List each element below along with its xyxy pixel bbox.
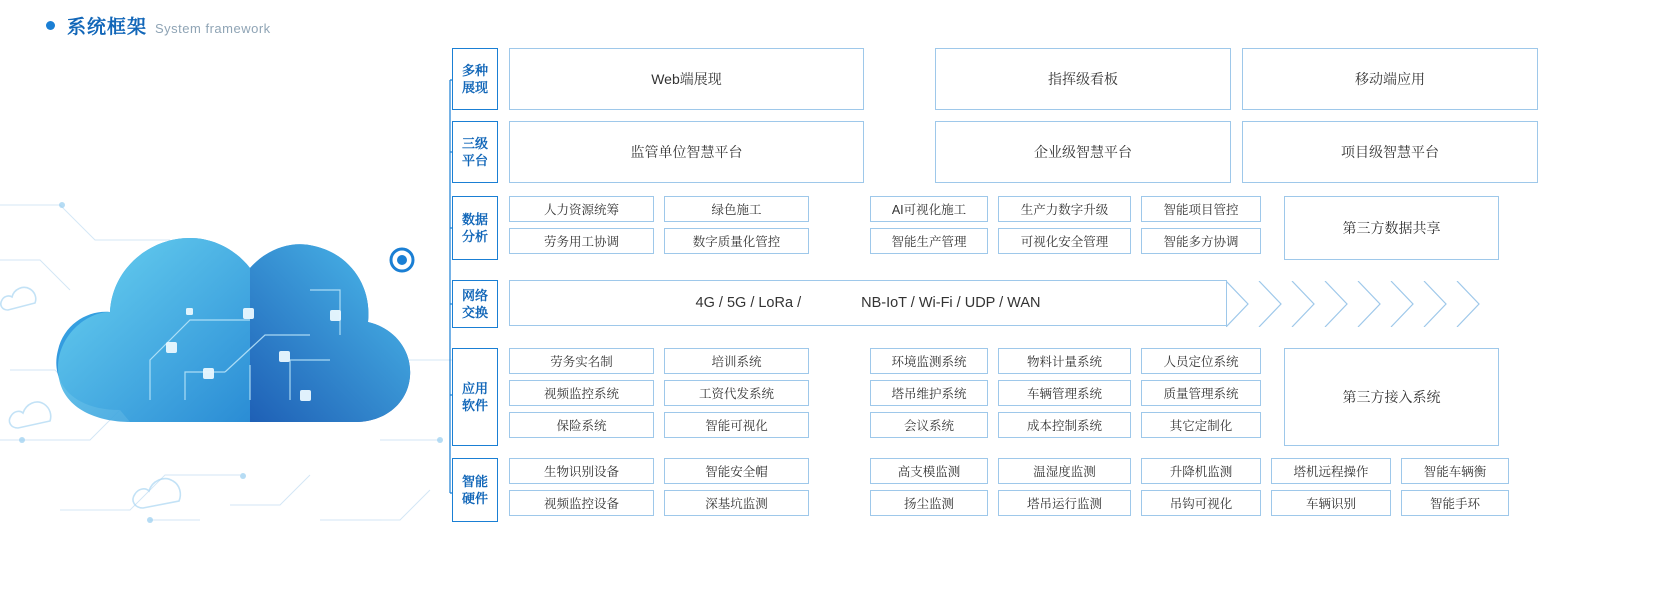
row-network [452, 280, 1227, 328]
cell-third-party-access-system[interactable]: 第三方接入系统 [1284, 348, 1499, 446]
cell-labor-realname[interactable]: 劳务实名制 [509, 348, 654, 374]
row-data-analysis [452, 196, 1499, 260]
cell-video-monitor-device[interactable]: 视频监控设备 [509, 490, 654, 516]
cell-mobile-app[interactable]: 移动端应用 [1242, 48, 1538, 110]
cell-productivity-upgrade[interactable]: 生产力数字升级 [998, 196, 1131, 222]
group-data-left [509, 196, 809, 260]
row-presentation [452, 48, 1538, 110]
group-app-right [870, 348, 1261, 446]
cell-network-exchange[interactable] [509, 280, 1227, 326]
network-text-1: 4G / 5G / LoRa / [695, 295, 802, 311]
cell-vehicle-recognition[interactable]: 车辆识别 [1271, 490, 1391, 516]
row-application-software [452, 348, 1499, 446]
cell-env-monitor-system[interactable]: 环境监测系统 [870, 348, 988, 374]
row-smart-hardware [452, 458, 1509, 522]
chevron-arrows-icon [1226, 281, 1484, 327]
cell-ai-visual-construction[interactable]: AI可视化施工 [870, 196, 988, 222]
page-header [46, 12, 271, 39]
cell-smart-project-control[interactable]: 智能项目管控 [1141, 196, 1261, 222]
cell-regulator-platform[interactable]: 监管单位智慧平台 [509, 121, 864, 183]
cell-personnel-location-system[interactable]: 人员定位系统 [1141, 348, 1261, 374]
cell-enterprise-platform[interactable]: 企业级智慧平台 [935, 121, 1231, 183]
cell-quality-mgmt-system[interactable]: 质量管理系统 [1141, 380, 1261, 406]
cell-digital-quality-control[interactable]: 数字质量化管控 [664, 228, 809, 254]
cell-biometric-device[interactable]: 生物识别设备 [509, 458, 654, 484]
cell-smart-bracelet[interactable]: 智能手环 [1401, 490, 1509, 516]
cell-smart-weighbridge[interactable]: 智能车辆衡 [1401, 458, 1509, 484]
cell-other-customization[interactable]: 其它定制化 [1141, 412, 1261, 438]
cell-meeting-system[interactable]: 会议系统 [870, 412, 988, 438]
cell-insurance-system[interactable]: 保险系统 [509, 412, 654, 438]
cell-payroll-system[interactable]: 工资代发系统 [664, 380, 809, 406]
cell-smart-helmet[interactable]: 智能安全帽 [664, 458, 809, 484]
cell-smart-multiparty[interactable]: 智能多方协调 [1141, 228, 1261, 254]
cell-web-display[interactable]: Web端展现 [509, 48, 864, 110]
cell-crane-maintenance-system[interactable]: 塔吊维护系统 [870, 380, 988, 406]
page-subtitle: System framework [155, 21, 271, 36]
cloud-illustration [0, 110, 470, 530]
group-data-right [870, 196, 1261, 260]
cell-lift-monitor[interactable]: 升降机监测 [1141, 458, 1261, 484]
page-title: 系统框架 [67, 17, 148, 38]
framework-diagram [452, 48, 1667, 528]
row-label-application: 应用 软件 [452, 348, 498, 446]
cell-vehicle-mgmt-system[interactable]: 车辆管理系统 [998, 380, 1131, 406]
cell-hr-coordination[interactable]: 人力资源统筹 [509, 196, 654, 222]
row-label-platform: 三级 平台 [452, 121, 498, 183]
cell-crane-operation-monitor[interactable]: 塔吊运行监测 [998, 490, 1131, 516]
cell-third-party-data-share[interactable]: 第三方数据共享 [1284, 196, 1499, 260]
row-label-presentation: 多种 展现 [452, 48, 498, 110]
row-label-network: 网络 交换 [452, 280, 498, 328]
group-app-left [509, 348, 809, 446]
group-hw-right [870, 458, 1509, 522]
cell-visual-safety-mgmt[interactable]: 可视化安全管理 [998, 228, 1131, 254]
row-platform [452, 121, 1538, 183]
cell-tower-remote-operation[interactable]: 塔机远程操作 [1271, 458, 1391, 484]
cell-smart-visualization[interactable]: 智能可视化 [664, 412, 809, 438]
cell-smart-production-mgmt[interactable]: 智能生产管理 [870, 228, 988, 254]
network-text-2: NB-IoT / Wi-Fi / UDP / WAN [861, 295, 1041, 311]
row-label-hardware: 智能 硬件 [452, 458, 498, 522]
cell-dust-monitor[interactable]: 扬尘监测 [870, 490, 988, 516]
cell-video-monitor-system[interactable]: 视频监控系统 [509, 380, 654, 406]
cell-training-system[interactable]: 培训系统 [664, 348, 809, 374]
cell-cost-control-system[interactable]: 成本控制系统 [998, 412, 1131, 438]
cell-hook-visualization[interactable]: 吊钩可视化 [1141, 490, 1261, 516]
cell-deep-pit-monitor[interactable]: 深基坑监测 [664, 490, 809, 516]
cell-temp-humidity-monitor[interactable]: 温湿度监测 [998, 458, 1131, 484]
row-label-data-analysis: 数据 分析 [452, 196, 498, 260]
bullet-dot-icon [46, 21, 55, 30]
group-hw-left [509, 458, 809, 522]
cell-labor-coordination[interactable]: 劳务用工协调 [509, 228, 654, 254]
cell-command-board[interactable]: 指挥级看板 [935, 48, 1231, 110]
cell-project-platform[interactable]: 项目级智慧平台 [1242, 121, 1538, 183]
cell-green-construction[interactable]: 绿色施工 [664, 196, 809, 222]
cell-high-formwork-monitor[interactable]: 高支模监测 [870, 458, 988, 484]
cell-material-measure-system[interactable]: 物料计量系统 [998, 348, 1131, 374]
